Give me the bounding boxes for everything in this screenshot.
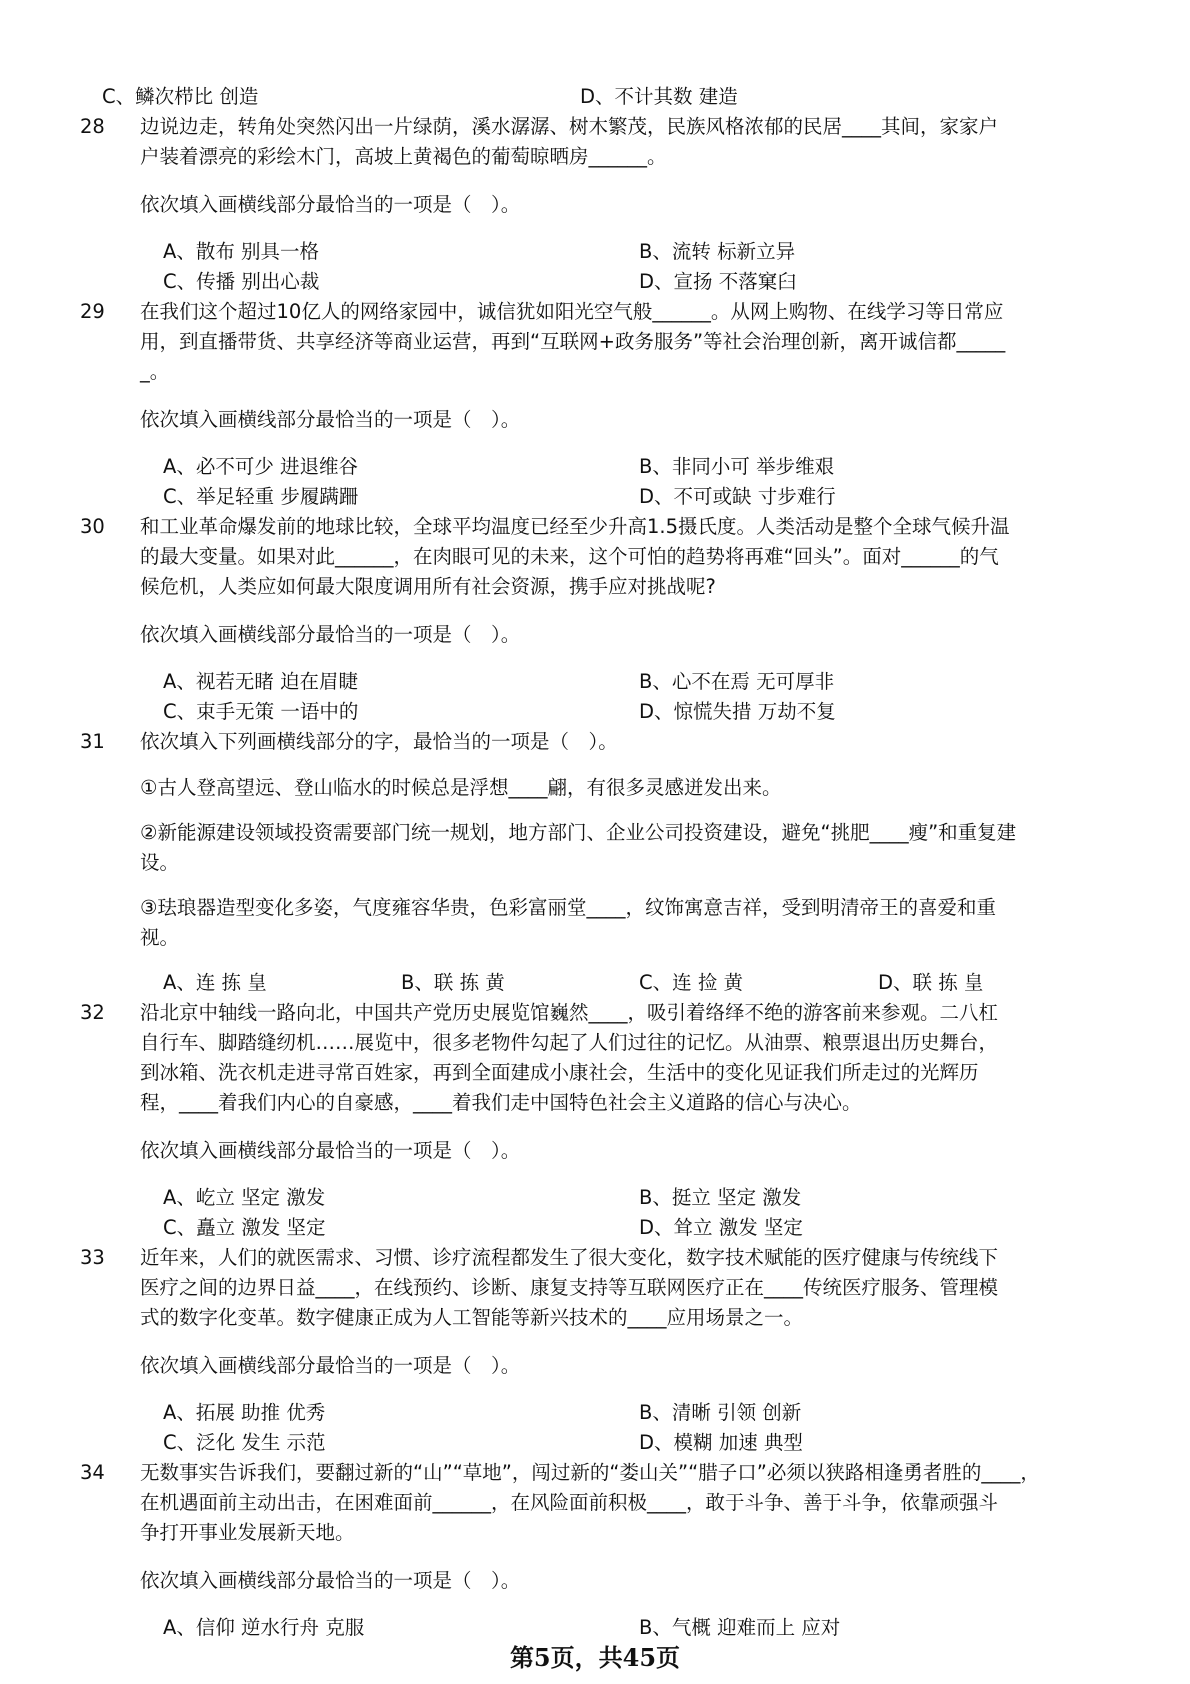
question-prompt: 依次填入画横线部分最恰当的一项是（ ）。 [140,193,521,216]
question-prompt: 依次填入画横线部分最恰当的一项是（ ）。 [140,1569,521,1592]
option-b: B、非同小可 举步维艰 [639,455,835,478]
question-stem: 在我们这个超过10亿人的网络家园中，诚信犹如阳光空气般______。从网上购物、在线学习等日常应 [140,300,1004,323]
question-stem: 边说边走，转角处突然闪出一片绿荫，溪水潺潺、树木繁茂，民族风格浓郁的民居____其间，家家户 [140,115,999,138]
option-c: C、举足轻重 步履蹒跚 [163,485,359,508]
option-a: A、视若无睹 迫在眉睫 [163,670,359,693]
question-stem: 争打开事业发展新天地。 [140,1521,355,1544]
question-number: 32 [80,1001,105,1024]
option-a: A、连 拣 皇 [163,971,267,994]
sub-item: ②新能源建设领域投资需要部门统一规划，地方部门、企业公司投资建设，避免“挑肥____瘦”和重复建 [140,821,1017,844]
option-b: B、心不在焉 无可厚非 [639,670,835,693]
question-number: 34 [80,1461,105,1484]
option-d: D、惊慌失措 万劫不复 [639,700,836,723]
question-number: 29 [80,300,105,323]
question-stem: 候危机，人类应如何最大限度调用所有社会资源，携手应对挑战呢? [140,575,716,598]
option-a: A、信仰 逆水行舟 克服 [163,1616,365,1639]
question-prompt: 依次填入画横线部分最恰当的一项是（ ）。 [140,1139,521,1162]
option-d: D、耸立 激发 坚定 [639,1216,803,1239]
sub-item: 视。 [140,926,180,949]
option-d: D、模糊 加速 典型 [639,1431,803,1454]
question-stem: 式的数字化变革。数字健康正成为人工智能等新兴技术的____应用场景之一。 [140,1306,804,1329]
option-b: B、联 拣 黄 [401,971,505,994]
option-c: C、传播 别出心裁 [163,270,320,293]
question-prompt: 依次填入画横线部分最恰当的一项是（ ）。 [140,623,521,646]
question-stem: 自行车、脚踏缝纫机……展览中，很多老物件勾起了人们过往的记忆。从油票、粮票退出历史舞台， [140,1031,999,1054]
question-number: 30 [80,515,105,538]
sub-item: ①古人登高望远、登山临水的时候总是浮想____翩，有很多灵感迸发出来。 [140,776,782,799]
option-d: D、宣扬 不落窠臼 [639,270,797,293]
option-b: B、挺立 坚定 激发 [639,1186,802,1209]
page-number: 第5页，共45页 [509,1643,681,1672]
question-prompt: 依次填入画横线部分最恰当的一项是（ ）。 [140,408,521,431]
option-b: B、气概 迎难而上 应对 [639,1616,841,1639]
question-number: 28 [80,115,105,138]
question-stem: 无数事实告诉我们，要翻过新的“山”“草地”，闯过新的“娄山关”“腊子口”必须以狭路相逢勇者胜的____， [140,1461,1040,1484]
sub-item: 设。 [140,851,180,874]
question-stem: 户装着漂亮的彩绘木门，高坡上黄褐色的葡萄晾晒房______。 [140,145,667,168]
option-d: D、不计其数 建造 [580,85,738,108]
option-c: C、束手无策 一语中的 [163,700,359,723]
option-d: D、联 拣 皇 [878,971,984,994]
option-a: A、散布 别具一格 [163,240,320,263]
question-stem: 和工业革命爆发前的地球比较，全球平均温度已经至少升高1.5摄氏度。人类活动是整个全球气候升温 [140,515,1010,538]
option-b: B、清晰 引领 创新 [639,1401,802,1424]
option-c: C、矗立 激发 坚定 [163,1216,326,1239]
question-stem: _。 [140,360,170,383]
question-number: 33 [80,1246,105,1269]
option-b: B、流转 标新立异 [639,240,796,263]
option-c: C、泛化 发生 示范 [163,1431,326,1454]
option-c: C、鳞次栉比 创造 [102,85,259,108]
question-stem: 的最大变量。如果对此______，在肉眼可见的未来，这个可怕的趋势将再难“回头”。面对______的气 [140,545,999,568]
question-stem: 沿北京中轴线一路向北，中国共产党历史展览馆巍然____，吸引着络绎不绝的游客前来参观。二八杠 [140,1001,999,1024]
question-stem: 程，____着我们内心的自豪感，____着我们走中国特色社会主义道路的信心与决心。 [140,1091,862,1114]
question-stem: 用，到直播带货、共享经济等商业运营，再到“互联网+政务服务”等社会治理创新，离开诚信都_____ [140,330,1006,353]
question-prompt: 依次填入画横线部分最恰当的一项是（ ）。 [140,1354,521,1377]
question-stem: 到冰箱、洗衣机走进寻常百姓家，再到全面建成小康社会，生活中的变化见证我们所走过的光辉历 [140,1061,979,1084]
option-a: A、必不可少 进退维谷 [163,455,359,478]
question-stem: 近年来，人们的就医需求、习惯、诊疗流程都发生了很大变化，数字技术赋能的医疗健康与传统线下 [140,1246,999,1269]
option-d: D、不可或缺 寸步难行 [639,485,836,508]
option-a: A、屹立 坚定 激发 [163,1186,326,1209]
question-stem: 在机遇面前主动出击，在困难面前______，在风险面前积极____，敢于斗争、善于斗争，依靠顽强斗 [140,1491,999,1514]
question-stem: 依次填入下列画横线部分的字，最恰当的一项是（ ）。 [140,730,618,753]
option-c: C、连 捡 黄 [639,971,744,994]
option-a: A、拓展 助推 优秀 [163,1401,326,1424]
question-stem: 医疗之间的边界日益____，在线预约、诊断、康复支持等互联网医疗正在____传统医疗服务、管理模 [140,1276,999,1299]
question-number: 31 [80,730,105,753]
sub-item: ③珐琅器造型变化多姿，气度雍容华贵，色彩富丽堂____，纹饰寓意吉祥，受到明清帝王的喜爱和重 [140,896,996,919]
